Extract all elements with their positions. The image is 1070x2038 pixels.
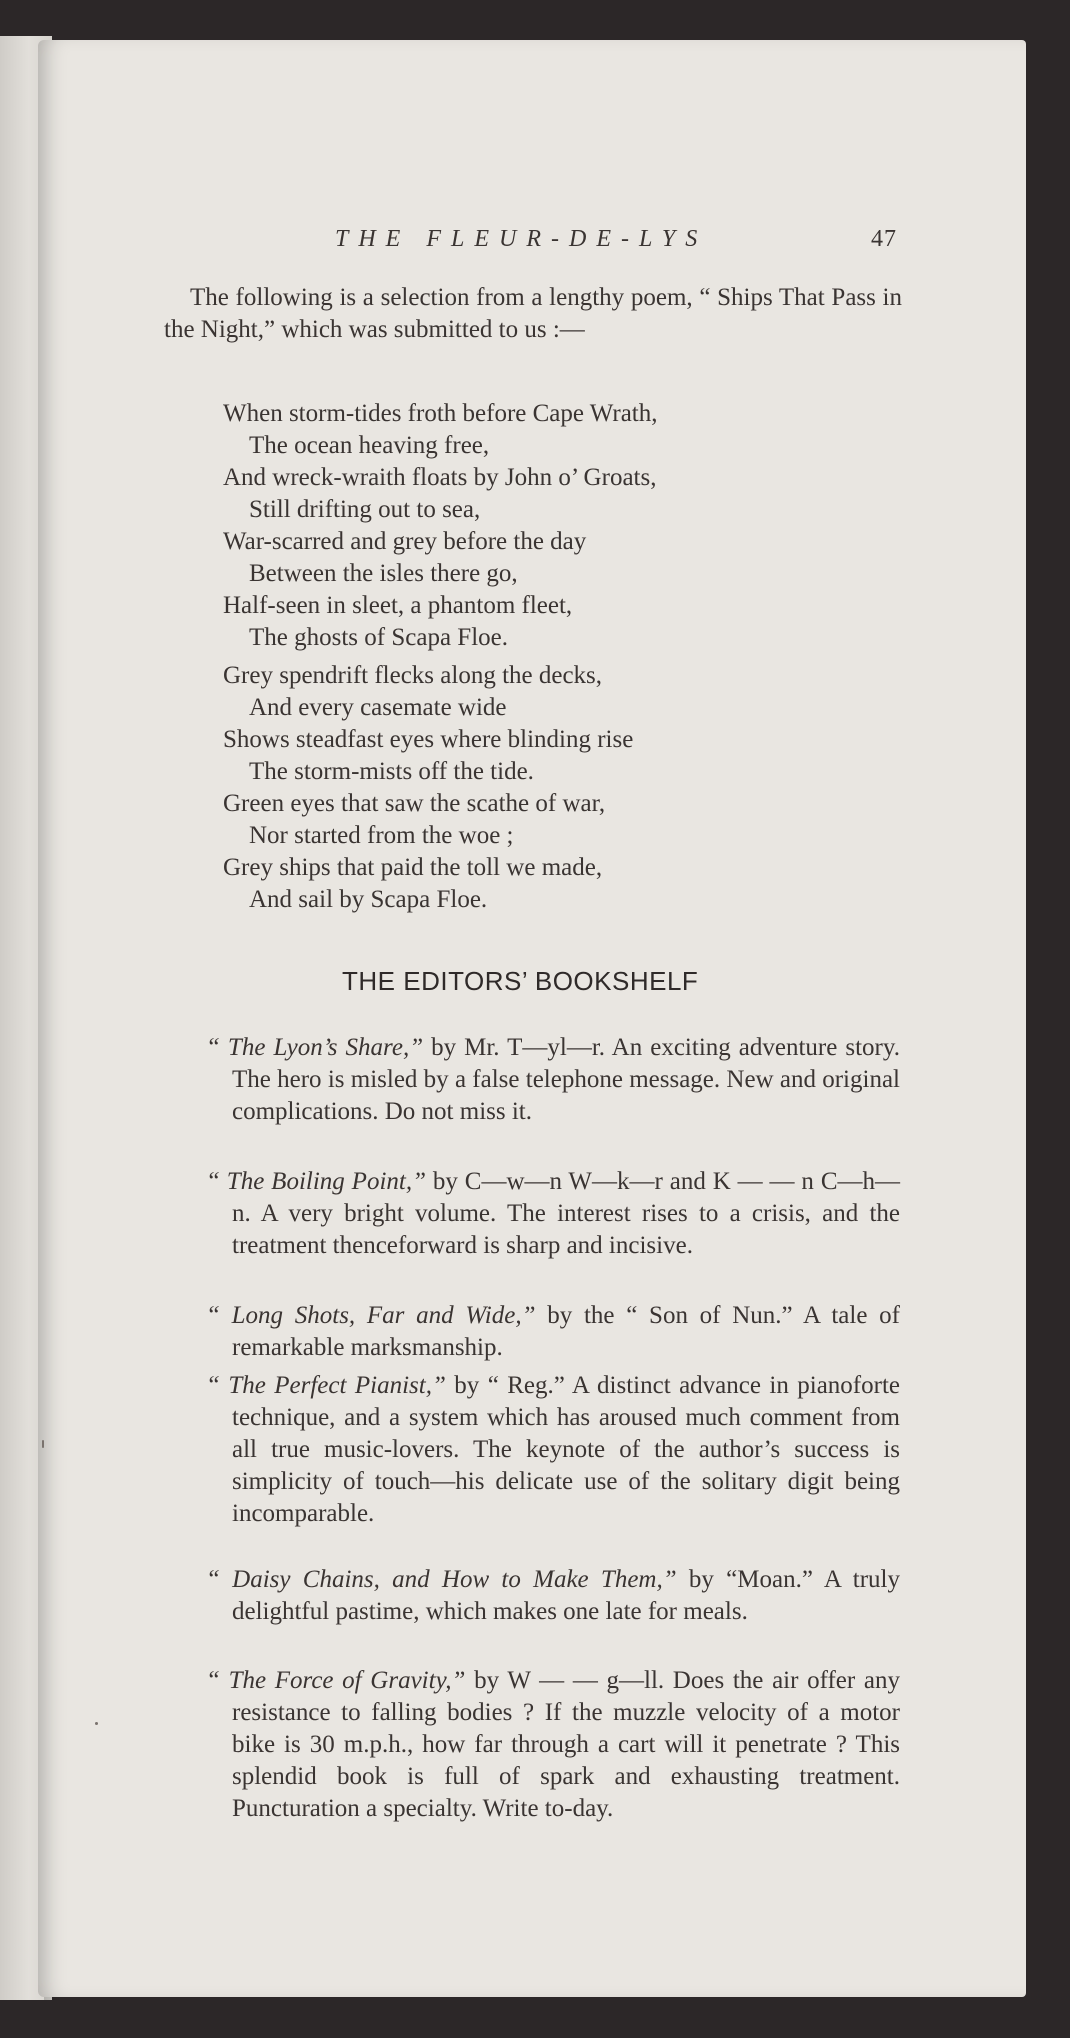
- review-title: “ The Force of Gravity,”: [206, 1667, 466, 1694]
- running-head: THE FLEUR-DE-LYS: [335, 226, 708, 252]
- poem-line: Grey ships that paid the toll we made,: [223, 854, 603, 881]
- paper-speck: [42, 1440, 44, 1448]
- poem-line: Green eyes that saw the scathe of war,: [223, 790, 606, 817]
- poem-line: And wreck-wraith floats by John o’ Groats,: [223, 464, 657, 491]
- review-entry: [206, 1300, 900, 1364]
- poem-line: The ocean heaving free,: [249, 432, 490, 459]
- poem-stanza-1: [223, 398, 903, 654]
- review-text: by C—w—n W—k—r and K — — n C—h—n. A very bright volume. The interest rises to a crisis, and the treatment thenceforward is sharp and incisive.: [232, 1168, 900, 1259]
- poem-line: The storm-mists off the tide.: [249, 758, 534, 785]
- poem-line: And every casemate wide: [249, 694, 507, 721]
- poem-line: Grey spendrift flecks along the decks,: [223, 662, 603, 689]
- paper-speck: [95, 1722, 98, 1725]
- review-entry: [206, 1564, 900, 1628]
- poem-line: Between the isles there go,: [249, 560, 518, 587]
- poem-line: Nor started from the woe ;: [249, 822, 514, 849]
- poem-line: Shows steadfast eyes where blinding rise: [223, 726, 634, 753]
- poem-line: And sail by Scapa Floe.: [249, 886, 488, 913]
- review-entry: [206, 1665, 900, 1825]
- poem-line: Still drifting out to sea,: [249, 496, 481, 523]
- poem-line: Half-seen in sleet, a phantom fleet,: [223, 592, 573, 619]
- poem-line: When storm-tides froth before Cape Wrath,: [223, 400, 658, 427]
- review-title: “ The Lyon’s Share,”: [206, 1034, 424, 1061]
- review-text: by “Moan.” A truly delightful pastime, which makes one late for meals.: [232, 1566, 901, 1625]
- poem-line: The ghosts of Scapa Floe.: [249, 624, 508, 651]
- review-title: “ Long Shots, Far and Wide,”: [206, 1302, 536, 1329]
- page-number: 47: [871, 226, 897, 252]
- review-text: by “ Reg.” A distinct advance in pianoforte technique, and a system which has aroused much comment from all true music-lovers. The keynote of the author’s success is simplicity of touch—his delicate use of the solitary digit being incomparable.: [232, 1372, 901, 1527]
- review-text: by W — — g—ll. Does the air offer any resistance to falling bodies ? If the muzzle velocity of a motor bike is 30 m.p.h., how far through a cart will it penetrate ? This splendid book is full of spark and exhausting treatment. Puncturation a specialty. Write to-day.: [232, 1667, 901, 1822]
- review-title: “ Daisy Chains, and How to Make Them,”: [206, 1566, 677, 1593]
- review-title: “ The Boiling Point,”: [206, 1168, 426, 1195]
- intro-paragraph: The following is a selection from a lengthy poem, “ Ships That Pass in the Night,” which was submitted to us :—: [164, 284, 902, 343]
- poem-line: War-scarred and grey before the day: [223, 528, 587, 555]
- review-entry: [206, 1166, 900, 1262]
- bookshelf-heading: THE EDITORS’ BOOKSHELF: [342, 966, 699, 996]
- review-entry: [206, 1370, 900, 1530]
- review-entry: [206, 1032, 900, 1128]
- review-text: by Mr. T—yl—r. An exciting adventure story. The hero is misled by a false telephone message. New and original complications. Do not miss it.: [232, 1034, 900, 1125]
- review-title: “ The Perfect Pianist,”: [206, 1372, 446, 1399]
- review-text: by the “ Son of Nun.” A tale of remarkable marksmanship.: [232, 1302, 900, 1361]
- poem-stanza-2: [223, 660, 903, 916]
